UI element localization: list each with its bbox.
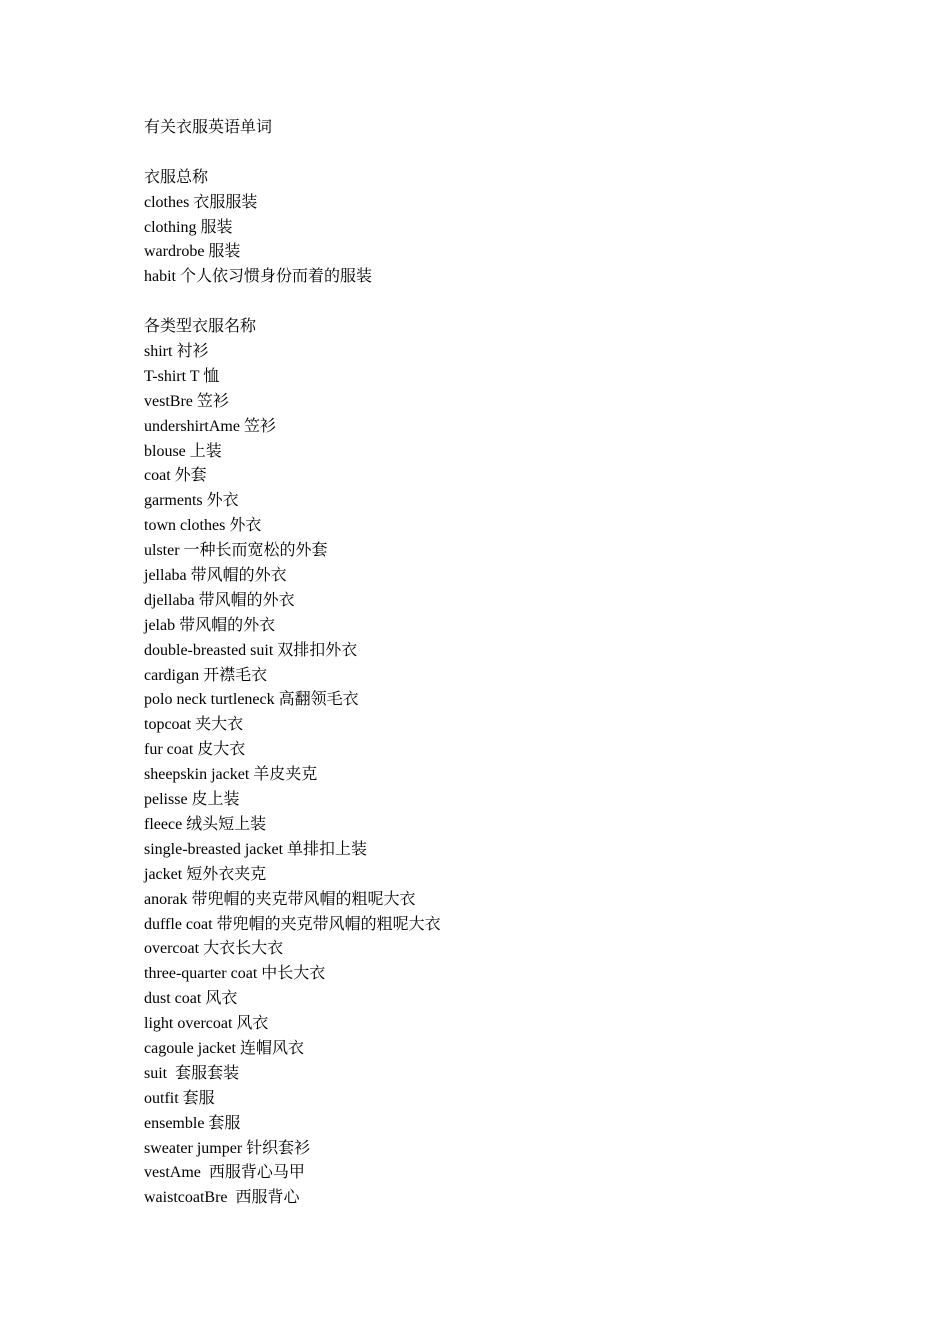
section-heading-types: 各类型衣服名称 [144, 318, 257, 336]
vocab-entry: T-shirt T 恤 [144, 367, 220, 385]
spacer [144, 290, 904, 315]
vocab-entry: anorak 带兜帽的夹克带风帽的粗呢大衣 [144, 890, 416, 908]
vocab-entry: town clothes 外衣 [144, 517, 262, 535]
vocab-entry: garments 外衣 [144, 492, 239, 510]
vocab-entry: djellaba 带风帽的外衣 [144, 591, 295, 609]
vocab-entry: dust coat 风衣 [144, 990, 238, 1008]
vocab-entry: undershirtAme 笠衫 [144, 417, 276, 435]
vocab-entry: sheepskin jacket 羊皮夹克 [144, 766, 318, 784]
section-heading-general: 衣服总称 [144, 168, 209, 186]
vocab-entry: light overcoat 风衣 [144, 1015, 269, 1033]
vocab-entry: jacket 短外衣夹克 [144, 865, 267, 883]
spacer [144, 141, 904, 166]
vocab-entry: single-breasted jacket 单排扣上装 [144, 840, 368, 858]
vocab-entry: cagoule jacket 连帽风衣 [144, 1039, 304, 1057]
vocab-entry: vestBre 笠衫 [144, 392, 229, 410]
vocab-entry: duffle coat 带兜帽的夹克带风帽的粗呢大衣 [144, 915, 441, 933]
vocab-entry: ulster 一种长而宽松的外套 [144, 542, 328, 560]
vocab-entry: blouse 上装 [144, 442, 222, 460]
vocab-entry: sweater jumper 针织套衫 [144, 1139, 311, 1157]
vocab-entry: jelab 带风帽的外衣 [144, 616, 276, 634]
vocab-entry: pelisse 皮上装 [144, 791, 240, 809]
vocab-entry: polo neck turtleneck 高翻领毛衣 [144, 691, 359, 709]
vocab-entry: clothes 衣服服装 [144, 193, 258, 211]
vocab-entry: ensemble 套服 [144, 1114, 241, 1132]
vocab-entry: coat 外套 [144, 467, 207, 485]
vocab-entry: three-quarter coat 中长大衣 [144, 965, 326, 983]
vocab-entry: double-breasted suit 双排扣外衣 [144, 641, 358, 659]
vocab-entry: shirt 衬衫 [144, 343, 209, 361]
document-content [144, 116, 904, 1211]
section-list-general [144, 191, 904, 291]
vocab-entry: overcoat 大衣长大衣 [144, 940, 284, 958]
document-title: 有关衣服英语单词 [144, 119, 273, 136]
vocab-entry: suit 套服套装 [144, 1064, 240, 1082]
vocab-entry: topcoat 夹大衣 [144, 716, 244, 734]
vocab-entry: outfit 套服 [144, 1089, 215, 1107]
vocab-entry: wardrobe 服装 [144, 243, 241, 261]
vocab-entry: vestAme 西服背心马甲 [144, 1164, 305, 1182]
vocab-entry: habit 个人依习惯身份而着的服装 [144, 268, 372, 286]
vocab-entry: waistcoatBre 西服背心 [144, 1189, 300, 1207]
section-list-types [144, 340, 904, 1211]
vocab-entry: cardigan 开襟毛衣 [144, 666, 268, 684]
vocab-entry: jellaba 带风帽的外衣 [144, 567, 287, 585]
vocab-entry: fur coat 皮大衣 [144, 741, 246, 759]
vocab-entry: fleece 绒头短上装 [144, 815, 267, 833]
vocab-entry: clothing 服装 [144, 218, 233, 236]
